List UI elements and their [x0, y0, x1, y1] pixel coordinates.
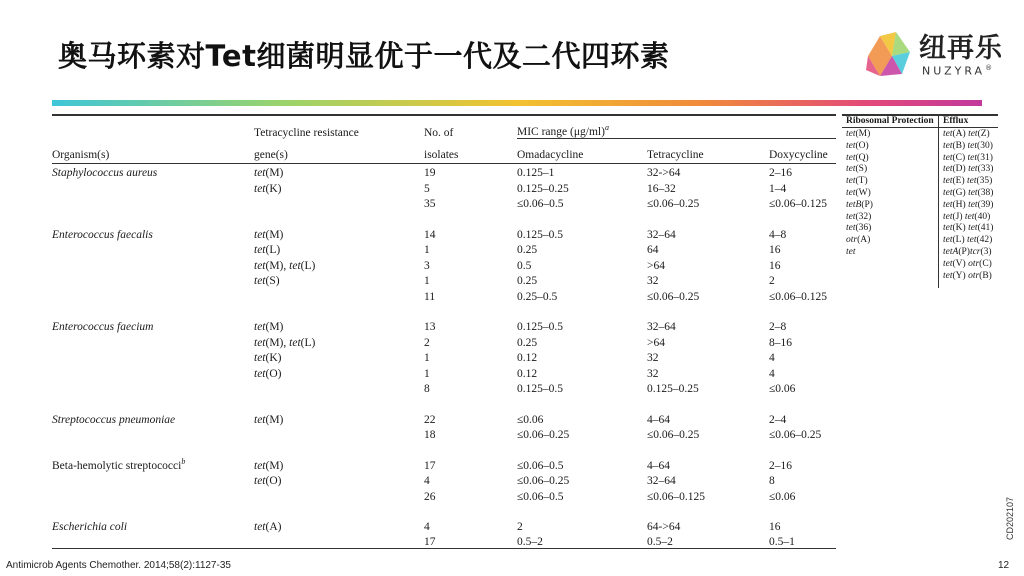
doxycycline-cell: 4	[769, 367, 775, 380]
header-organism: Organism(s)	[52, 149, 110, 161]
efflux-gene-item: tet(J) tet(40)	[943, 211, 991, 222]
group-spacer	[52, 303, 836, 318]
header-omadacycline: Omadacycline	[517, 149, 584, 161]
doxycycline-cell: ≤0.06–0.25	[769, 429, 822, 441]
isolates-cell: 1	[424, 244, 430, 256]
ribosomal-gene-item: tet(S)	[846, 164, 868, 175]
doxycycline-cell: 16	[769, 259, 781, 272]
isolates-cell: 3	[424, 259, 430, 272]
table-row	[52, 333, 836, 349]
isolates-cell: 18	[424, 429, 436, 441]
tetracycline-cell: 64	[647, 244, 659, 256]
logo-mark-icon	[862, 30, 914, 82]
efflux-gene-item: tetA(P)tcr(3)	[943, 246, 992, 257]
table-row	[52, 179, 836, 195]
document-code: CD202107	[1005, 496, 1015, 540]
gene-cell: tet(K)	[254, 182, 282, 195]
gene-cell: tet(M)	[254, 321, 284, 333]
table-row	[52, 410, 836, 426]
omadacycline-cell: 0.5–2	[517, 536, 543, 548]
gene-cell: tet(O)	[254, 367, 282, 380]
tetracycline-cell: 32–64	[647, 475, 676, 487]
gene-cell: tet(M)	[254, 167, 284, 179]
gene-cell	[254, 195, 424, 211]
group-spacer	[52, 441, 836, 456]
doxycycline-cell: 2–16	[769, 459, 792, 472]
efflux-gene-item: tet(V) otr(C)	[943, 258, 992, 269]
table-row	[52, 241, 836, 257]
header-gene-line2: gene(s)	[254, 149, 288, 161]
table-row	[52, 487, 836, 503]
doxycycline-cell: ≤0.06–0.125	[769, 198, 828, 210]
omadacycline-cell: 0.12	[517, 352, 538, 364]
table-row	[52, 456, 836, 472]
table-row	[52, 364, 836, 380]
organism-cell	[52, 179, 254, 195]
header-efflux: Efflux	[943, 116, 969, 126]
tetracycline-cell: 32–64	[647, 321, 676, 333]
isolates-cell: 1	[424, 275, 430, 287]
header-doxycycline: Doxycycline	[769, 149, 828, 161]
organism-cell: Beta-hemolytic streptococci$^b$	[52, 456, 186, 472]
omadacycline-cell: 0.25	[517, 244, 538, 256]
tetracycline-cell: 4–64	[647, 413, 670, 426]
gene-cell: tet(M)	[254, 459, 284, 472]
group-spacer	[52, 395, 836, 410]
mic-table-body	[52, 164, 836, 549]
omadacycline-cell: 0.25	[517, 275, 538, 287]
isolates-cell: 14	[424, 228, 436, 241]
efflux-gene-item: tet(H) tet(39)	[943, 199, 994, 210]
isolates-cell: 17	[424, 459, 436, 472]
isolates-cell: 4	[424, 475, 430, 487]
omadacycline-cell: ≤0.06–0.25	[517, 429, 570, 441]
omadacycline-cell: ≤0.06–0.25	[517, 475, 570, 487]
table-row	[52, 472, 836, 488]
gene-cell: tet(M)	[254, 413, 284, 426]
gene-cell: tet(A)	[254, 521, 282, 533]
tetracycline-cell: 32	[647, 275, 659, 287]
tetracycline-cell: 0.125–0.25	[647, 383, 699, 395]
ribosomal-gene-item: tet(M)	[846, 129, 871, 139]
header-ribosomal-protection: Ribosomal Protection	[846, 116, 934, 126]
gradient-divider	[52, 100, 982, 106]
table-row	[52, 318, 836, 334]
organism-cell	[52, 472, 254, 488]
omadacycline-cell: ≤0.06–0.5	[517, 198, 564, 210]
omadacycline-cell: 0.125–0.25	[517, 182, 569, 195]
omadacycline-cell: 0.12	[517, 367, 538, 380]
tetracycline-cell: ≤0.06–0.25	[647, 290, 700, 303]
table-row	[52, 287, 836, 303]
efflux-gene-item: tet(A) tet(Z)	[943, 129, 990, 139]
isolates-cell: 17	[424, 536, 436, 548]
gene-cell: tet(M), tet(L)	[254, 259, 316, 272]
tetracycline-cell: >64	[647, 259, 665, 272]
doxycycline-cell: 2–8	[769, 321, 787, 333]
tetracycline-cell: ≤0.06–0.25	[647, 198, 700, 210]
nuzyra-logo	[862, 28, 1012, 88]
table-row	[52, 195, 836, 211]
tetracycline-cell: 32	[647, 367, 659, 380]
gene-cell: tet(L)	[254, 244, 281, 256]
omadacycline-cell: ≤0.06–0.5	[517, 490, 564, 503]
organism-cell	[52, 533, 254, 549]
organism-cell	[52, 241, 254, 257]
omadacycline-cell: 0.125–0.5	[517, 228, 563, 241]
organism-cell	[52, 364, 254, 380]
organism-cell	[52, 195, 254, 211]
citation: Antimicrob Agents Chemother. 2014;58(2):1127-35	[6, 560, 231, 571]
tetracycline-cell: 64->64	[647, 521, 681, 533]
table-row	[52, 518, 836, 534]
doxycycline-cell: 16	[769, 521, 781, 533]
doxycycline-cell: 2–4	[769, 413, 787, 426]
omadacycline-cell: ≤0.06	[517, 413, 544, 426]
omadacycline-cell: 0.125–1	[517, 167, 555, 179]
doxycycline-cell: ≤0.06–0.125	[769, 290, 828, 303]
header-tetracycline: Tetracycline	[647, 149, 704, 161]
efflux-gene-item: tet(G) tet(38)	[943, 187, 994, 198]
group-spacer	[52, 210, 836, 225]
doxycycline-cell: 0.5–1	[769, 536, 795, 548]
isolates-cell: 26	[424, 490, 436, 503]
organism-cell	[52, 272, 254, 288]
ribosomal-gene-item: tet(32)	[846, 211, 872, 222]
header-isolates-line2: isolates	[424, 149, 459, 161]
isolates-cell: 4	[424, 521, 430, 533]
ribosomal-protection-list	[846, 129, 873, 259]
efflux-gene-item: tet(Y) otr(B)	[943, 270, 992, 281]
gene-cell: tet(S)	[254, 275, 280, 287]
slide-title: 奥马环素对Tet细菌明显优于一代及二代四环素	[58, 39, 670, 73]
header-gene-line1: Tetracycline resistance	[254, 126, 359, 139]
ribosomal-gene-item: tet(36)	[846, 223, 872, 234]
isolates-cell: 8	[424, 383, 430, 395]
tetracycline-cell: 32–64	[647, 228, 676, 241]
isolates-cell: 5	[424, 182, 430, 195]
organism-cell: Enterococcus faecium	[52, 321, 154, 333]
ribosomal-gene-item: tetB(P)	[846, 199, 873, 210]
doxycycline-cell: ≤0.06	[769, 383, 796, 395]
tetracycline-cell: 32->64	[647, 167, 681, 179]
isolates-cell: 1	[424, 367, 430, 380]
efflux-gene-item: tet(D) tet(33)	[943, 164, 994, 175]
omadacycline-cell: 2	[517, 521, 523, 533]
logo-en-text: NUZYRA®	[922, 64, 993, 78]
gene-cell: tet(K)	[254, 352, 282, 364]
omadacycline-cell: 0.125–0.5	[517, 321, 563, 333]
organism-cell: Streptococcus pneumoniae	[52, 413, 176, 426]
gene-cell	[254, 533, 424, 549]
isolates-cell: 35	[424, 198, 436, 210]
page-number: 12	[998, 560, 1010, 571]
doxycycline-cell: 8–16	[769, 336, 792, 349]
tetracycline-cell: 4–64	[647, 459, 670, 472]
tetracycline-cell: >64	[647, 336, 665, 349]
isolates-cell: 2	[424, 336, 430, 349]
doxycycline-cell: 16	[769, 244, 781, 256]
header-mic-range: MIC range $(\mu g/ml)^a$	[517, 115, 836, 139]
tetracycline-cell: ≤0.06–0.125	[647, 490, 706, 503]
organism-cell	[52, 487, 254, 503]
doxycycline-cell: ≤0.06	[769, 490, 796, 503]
organism-cell: Enterococcus faecalis	[52, 228, 153, 241]
gene-cell: tet(M), tet(L)	[254, 336, 316, 349]
organism-cell	[52, 256, 254, 272]
omadacycline-cell: ≤0.06–0.5	[517, 459, 564, 472]
isolates-cell: 11	[424, 290, 436, 303]
gene-cell	[254, 287, 424, 303]
ribosomal-gene-item: tet(O)	[846, 140, 869, 151]
gene-cell: tet(M)	[254, 228, 284, 241]
organism-cell: Staphylococcus aureus	[52, 167, 158, 179]
table-row	[52, 380, 836, 396]
omadacycline-cell: 0.25–0.5	[517, 290, 558, 303]
doxycycline-cell: 4	[769, 352, 775, 364]
organism-cell: Escherichia coli	[52, 521, 128, 533]
table-row	[52, 225, 836, 241]
gene-cell: tet(O)	[254, 475, 282, 487]
doxycycline-cell: 8	[769, 475, 775, 487]
efflux-gene-item: tet(L) tet(42)	[943, 235, 993, 246]
doxycycline-cell: 2–16	[769, 167, 792, 179]
mic-table	[52, 114, 836, 549]
gene-cell	[254, 380, 424, 396]
doxycycline-cell: 4–8	[769, 228, 787, 241]
omadacycline-cell: 0.25	[517, 336, 538, 349]
table-row	[52, 256, 836, 272]
table-row	[52, 426, 836, 442]
gene-cell	[254, 426, 424, 442]
isolates-cell: 19	[424, 167, 436, 179]
table-row	[52, 349, 836, 365]
logo-cn-text: 纽再乐	[919, 33, 1003, 64]
isolates-cell: 22	[424, 413, 436, 426]
table-row	[52, 164, 836, 180]
ribosomal-gene-item: otr(A)	[846, 235, 871, 246]
efflux-list	[943, 129, 993, 282]
ribosomal-gene-item: tet	[846, 246, 856, 257]
tetracycline-cell: 0.5–2	[647, 536, 673, 548]
isolates-cell: 1	[424, 352, 430, 364]
efflux-gene-item: tet(C) tet(31)	[943, 152, 993, 163]
tetracycline-cell: ≤0.06–0.25	[647, 429, 700, 441]
isolates-cell: 13	[424, 321, 436, 333]
omadacycline-cell: 0.5	[517, 259, 532, 272]
efflux-gene-item: tet(K) tet(41)	[943, 223, 994, 234]
omadacycline-cell: 0.125–0.5	[517, 383, 563, 395]
tetracycline-cell: 16–32	[647, 182, 676, 195]
header-isolates-line1: No. of	[424, 126, 454, 139]
ribosomal-gene-item: tet(Q)	[846, 152, 869, 163]
gene-cell	[254, 487, 424, 503]
organism-cell	[52, 287, 254, 303]
header-spacer	[52, 115, 254, 139]
organism-cell	[52, 349, 254, 365]
group-spacer	[52, 503, 836, 518]
doxycycline-cell: 1–4	[769, 182, 787, 195]
ribosomal-gene-item: tet(W)	[846, 187, 871, 198]
organism-cell	[52, 426, 254, 442]
logo-registered-mark: ®	[985, 64, 993, 72]
organism-cell	[52, 380, 254, 396]
ribosomal-gene-item: tet(T)	[846, 176, 868, 187]
organism-cell	[52, 333, 254, 349]
doxycycline-cell: 2	[769, 275, 775, 287]
table-row	[52, 533, 836, 549]
table-row	[52, 272, 836, 288]
tetracycline-cell: 32	[647, 352, 659, 364]
efflux-gene-item: tet(E) tet(35)	[943, 176, 993, 187]
efflux-gene-item: tet(B) tet(30)	[943, 140, 993, 151]
